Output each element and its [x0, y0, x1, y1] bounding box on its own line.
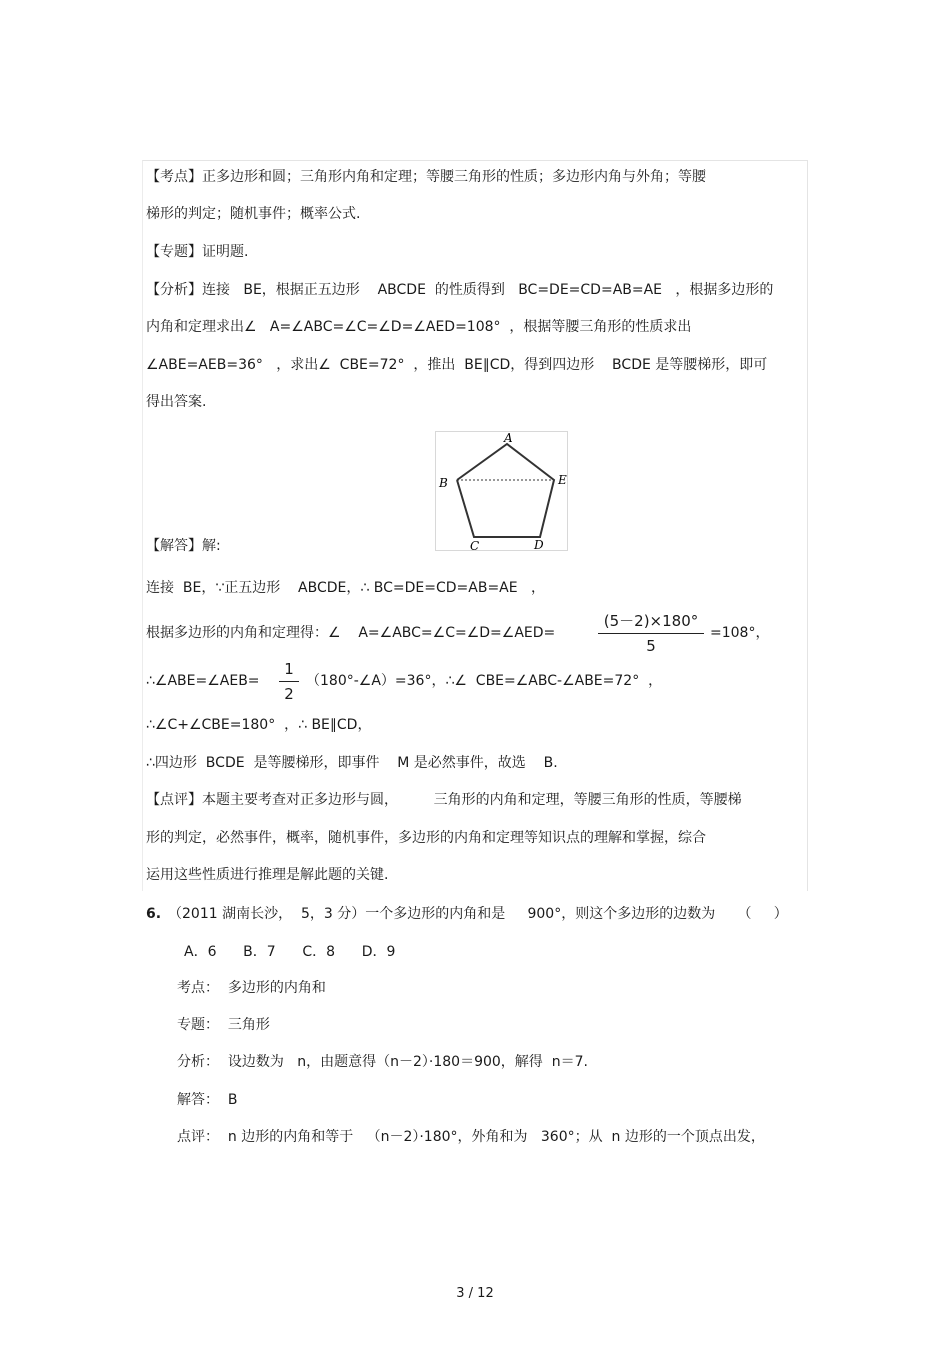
pentagon-figure — [435, 431, 568, 551]
dianping-line-3: 运用这些性质进行推理是解此题的关键. — [146, 867, 389, 883]
pentagon-outline — [457, 444, 554, 537]
jieda-line-3-suffix: （180°-∠A）=36°，∴∠ CBE=∠ABC-∠ABE=72° ， — [306, 673, 663, 689]
fraction-numerator: 1 — [284, 660, 294, 678]
zhuanti-line: 【专题】证明题. — [146, 244, 249, 260]
fraction-bar — [279, 681, 299, 682]
fenxi-line-3: ∠ABE=AEB=36° ，求出∠ CBE=72° ，推出 BE∥CD，得到四边形 BCDE 是等腰梯形，即可 — [146, 357, 768, 373]
dianping-line-1: 【点评】本题主要考查对正多边形与圆， 三角形的内角和定理，等腰三角形的性质，等腰梯 — [146, 792, 742, 808]
q6-jieda: 解答： B — [177, 1092, 238, 1108]
kaodian-line-1: 【考点】正多边形和圆；三角形内角和定理；等腰三角形的性质；多边形内角与外角；等腰 — [146, 169, 706, 185]
vertex-label-c: C — [470, 539, 480, 550]
q6-kaodian: 考点： 多边形的内角和 — [177, 980, 326, 996]
pentagon-diagram — [436, 432, 567, 550]
vertex-label-b: B — [439, 476, 448, 490]
jieda-line-2-prefix: 根据多边形的内角和定理得：∠ A=∠ABC=∠C=∠D=∠AED= — [146, 625, 556, 641]
jieda-line-4: ∴∠C+∠CBE=180° ，∴ BE∥CD， — [146, 717, 372, 733]
fraction-numerator: (5－2)×180° — [603, 612, 699, 630]
fraction-interior-angle — [598, 612, 704, 655]
fenxi-line-1: 【分析】连接 BE，根据正五边形 ABCDE 的性质得到 BC=DE=CD=AB=AE ，根据多边形的 — [146, 282, 774, 298]
jieda-line-3-prefix: ∴∠ABE=∠AEB= — [146, 673, 260, 689]
fraction-denominator: 5 — [646, 637, 656, 655]
question-options: A．6 B．7 C．8 D．9 — [184, 944, 396, 960]
fenxi-line-4: 得出答案. — [146, 394, 207, 410]
kaodian-line-2: 梯形的判定；随机事件；概率公式. — [146, 206, 361, 222]
vertex-label-e: E — [558, 473, 567, 487]
q6-fenxi: 分析： 设边数为 n，由题意得（n－2）·180＝900，解得 n＝7. — [177, 1054, 588, 1070]
q6-zhuanti: 专题： 三角形 — [177, 1017, 270, 1033]
fenxi-line-2: 内角和定理求出∠ A=∠ABC=∠C=∠D=∠AED=108° ，根据等腰三角形的性质求出 — [146, 319, 692, 335]
page-number: 3 / 12 — [456, 1286, 494, 1301]
question-number: 6. — [146, 906, 162, 922]
vertex-label-a: A — [504, 432, 513, 445]
question-stem: （2011 湖南长沙， 5，3 分）一个多边形的内角和是 900°，则这个多边形的边数为 （ ） — [168, 906, 788, 922]
vertex-label-d: D — [534, 538, 544, 550]
q6-dianping: 点评： n 边形的内角和等于 （n－2）·180°，外角和为 360°；从 n 边形的一个顶点出发， — [177, 1129, 765, 1145]
fraction-one-half — [279, 660, 299, 703]
fraction-bar — [598, 633, 704, 634]
jieda-line-5: ∴四边形 BCDE 是等腰梯形，即事件 M 是必然事件，故选 B. — [146, 755, 558, 771]
jieda-line-1: 连接 BE，∵正五边形 ABCDE，∴ BC=DE=CD=AB=AE ， — [146, 580, 545, 596]
dianping-line-2: 形的判定，必然事件，概率，随机事件，多边形的内角和定理等知识点的理解和掌握，综合 — [146, 830, 706, 846]
fraction-denominator: 2 — [284, 685, 294, 703]
jieda-heading: 【解答】解: — [146, 538, 221, 554]
jieda-line-2-suffix: =108°， — [710, 625, 770, 641]
